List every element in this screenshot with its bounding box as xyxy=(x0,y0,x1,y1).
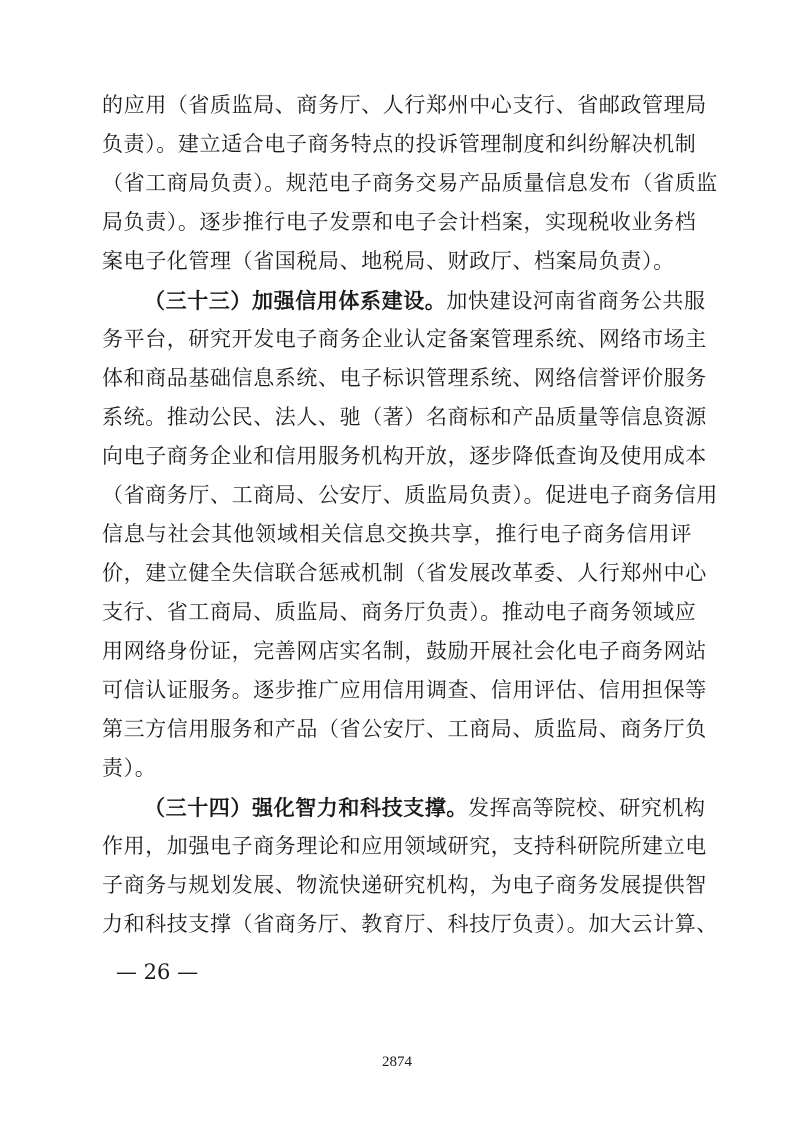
paragraph-section-34 xyxy=(102,788,718,944)
text-line xyxy=(102,281,706,320)
archive-page-number: 2874 xyxy=(382,1054,412,1070)
text-line: 向电子商务企业和信用服务机构开放，逐步降低查询及使用成本 xyxy=(102,444,707,468)
paragraph-section-33 xyxy=(102,281,718,788)
text-line: （省工商局负责）。规范电子商务交易产品质量信息发布（省质监 xyxy=(102,171,718,195)
text-line: 负责）。建立适合电子商务特点的投诉管理制度和纠纷解决机制 xyxy=(102,132,697,156)
text-line: 务平台，研究开发电子商务企业认定备案管理系统、网络市场主 xyxy=(102,327,707,351)
text-line xyxy=(102,788,706,827)
text-line: 力和科技支撑（省商务厅、教育厅、科技厅负责）。加大云计算、 xyxy=(102,912,718,936)
text-line: 体和商品基础信息系统、电子标识管理系统、网络信誉评价服务 xyxy=(102,366,707,390)
text-line: 案电子化管理（省国税局、地税局、财政厅、档案局负责）。 xyxy=(102,249,675,273)
section-heading: （三十四）强化智力和科技支撑。 xyxy=(144,795,468,820)
text-line: 作用，加强电子商务理论和应用领域研究，支持科研院所建立电 xyxy=(102,834,707,858)
text-line: 价，建立健全失信联合惩戒机制（省发展改革委、人行郑州中心 xyxy=(102,561,707,585)
text-line: 子商务与规划发展、物流快递研究机构，为电子商务发展提供智 xyxy=(102,873,707,897)
text-run: 加快建设河南省商务公共服 xyxy=(446,289,706,313)
text-line: 系统。推动公民、法人、驰（著）名商标和产品质量等信息资源 xyxy=(102,405,707,429)
text-run: 发挥高等院校、研究机构 xyxy=(468,796,706,820)
text-line: 第三方信用服务和产品（省公安厅、工商局、质监局、商务厅负 xyxy=(102,717,707,741)
section-heading: （三十三）加强信用体系建设。 xyxy=(144,288,447,313)
text-line: 支行、省工商局、质监局、商务厅负责）。推动电子商务领域应 xyxy=(102,600,697,624)
text-line: 责）。 xyxy=(102,756,157,780)
text-line: 的应用（省质监局、商务厅、人行郑州中心支行、省邮政管理局 xyxy=(102,93,707,117)
text-line: 信息与社会其他领域相关信息交换共享，推行电子商务信用评 xyxy=(102,522,692,546)
text-line: 可信认证服务。逐步推广应用信用调查、信用评估、信用担保等 xyxy=(102,678,707,702)
paragraph-continuation xyxy=(102,86,718,281)
page-number: — 26 — xyxy=(116,960,199,984)
text-line: 局负责）。逐步推行电子发票和电子会计档案，实现税收业务档 xyxy=(102,210,697,234)
body-text xyxy=(102,86,718,944)
text-line: （省商务厅、工商局、公安厅、质监局负责）。促进电子商务信用 xyxy=(102,483,718,507)
text-line: 用网络身份证，完善网店实名制，鼓励开展社会化电子商务网站 xyxy=(102,639,707,663)
